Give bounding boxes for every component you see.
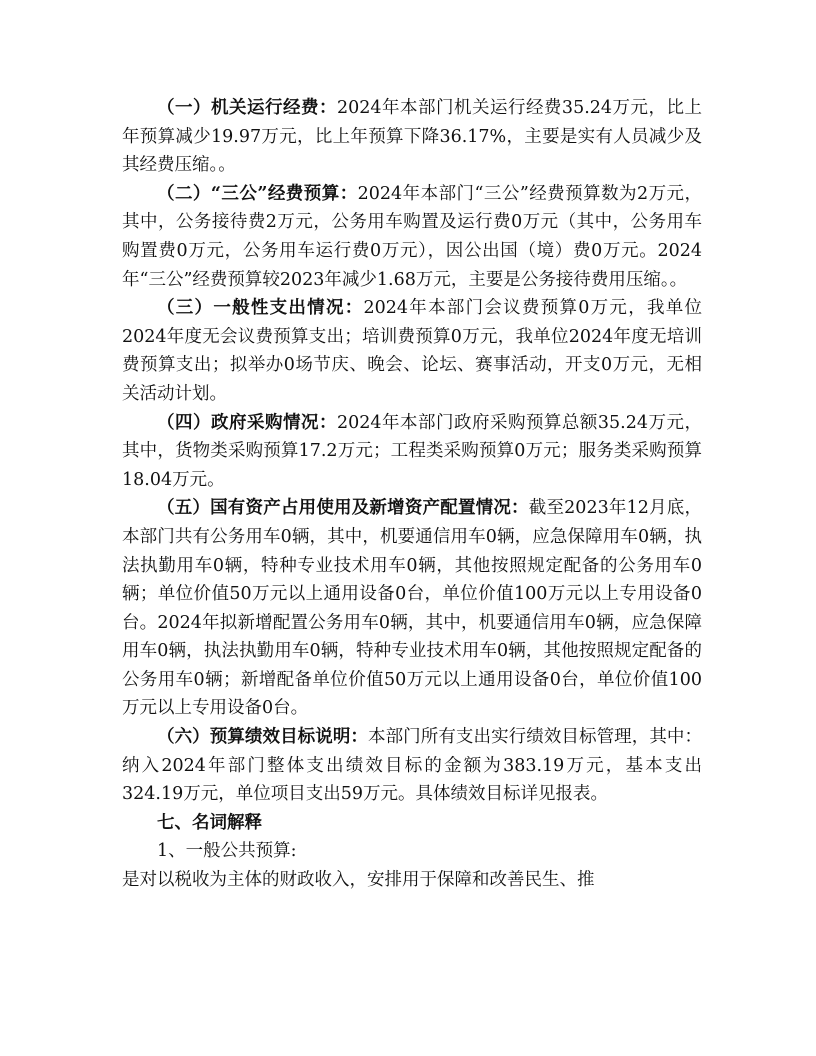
section-2-title: （二）“三公”经费预算： bbox=[157, 183, 358, 204]
section-1-body: 2024年本部门机关运行经费35.24万元，比上年预算减少19.97万元，比上年预算下降36.17%，主要是实有人员减少及其经费压缩。。 bbox=[122, 98, 703, 176]
section-4-title: （四）政府采购情况： bbox=[157, 412, 337, 433]
document-page bbox=[122, 94, 702, 895]
section-2-body: 2024年本部门“三公”经费预算数为2万元，其中，公务接待费2万元，公务用车购置及运行费0万元（其中，公务用车购置费0万元，公务用车运行费0万元），因公出国（境）费0万元。2024年“三公”经费预算较2023年减少1.68万元，主要是公务接待费用压缩。。 bbox=[122, 183, 702, 290]
glossary-heading: 七、名词解释 bbox=[157, 812, 262, 833]
section-5-title: （五）国有资产占用使用及新增资产配置情况： bbox=[157, 498, 529, 519]
section-6-body: 本部门所有支出实行绩效目标管理，其中：纳入2024年部门整体支出绩效目标的金额为383.19万元，基本支出324.19万元，单位项目支出59万元。具体绩效目标详见报表。 bbox=[122, 727, 702, 805]
section-6 bbox=[122, 723, 702, 809]
section-2 bbox=[122, 180, 702, 294]
section-4-body: 2024年本部门政府采购预算总额35.24万元，其中，货物类采购预算17.2万元；工程类采购预算0万元；服务类采购预算18.04万元。 bbox=[122, 412, 703, 490]
section-3 bbox=[122, 294, 702, 408]
section-3-title: （三）一般性支出情况： bbox=[157, 298, 364, 319]
section-1 bbox=[122, 94, 702, 180]
section-5-body: 截至2023年12月底，本部门共有公务用车0辆，其中，机要通信用车0辆，应急保障用车0辆，执法执勤用车0辆，特种专业技术用车0辆，其他按照规定配备的公务用车0辆；单位价值50万元以上通用设备0台，单位价值100万元以上专用设备0台。2024年拟新增配置公务用车0辆，其中，机要通信用车0辆，应急保障用车0辆，执法执勤用车0辆，特种专业技术用车0辆，其他按照规定配备的公务用车0辆；新增配备单位价值50万元以上通用设备0台，单位价值100万元以上专用设备0台。 bbox=[122, 498, 702, 719]
section-1-title: （一）机关运行经费： bbox=[157, 98, 337, 118]
section-4 bbox=[122, 409, 702, 495]
section-3-body: 2024年本部门会议费预算0万元，我单位2024年度无会议费预算支出；培训费预算0万元，我单位2024年度无培训费预算支出；拟举办0场节庆、晚会、论坛、赛事活动，开支0万元，无相关活动计划。 bbox=[122, 298, 703, 404]
glossary-text: 是对以税收为主体的财政收入，安排用于保障和改善民生、推 bbox=[122, 870, 595, 891]
glossary-subheading: 1、一般公共预算: bbox=[157, 841, 297, 862]
section-6-title: （六）预算绩效目标说明： bbox=[157, 727, 368, 748]
section-5 bbox=[122, 494, 702, 723]
